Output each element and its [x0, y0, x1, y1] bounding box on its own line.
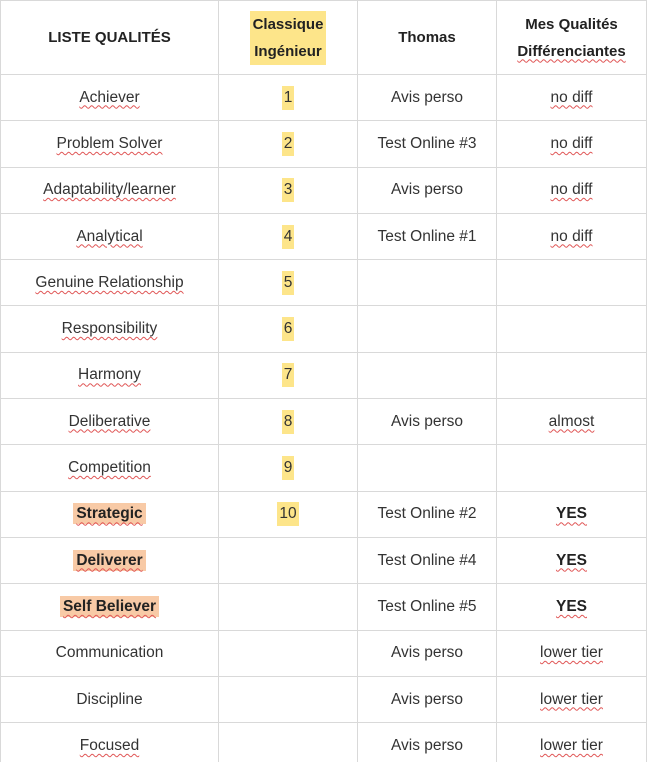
- quality-label: Self Believer: [60, 596, 159, 617]
- table-row: [1, 445, 647, 491]
- diff-value: no diff: [550, 181, 593, 199]
- thomas-cell: [358, 260, 497, 306]
- rank-value: 6: [282, 317, 295, 341]
- diff-cell: [497, 260, 647, 306]
- table-row: [1, 630, 647, 676]
- header-thomas: [358, 1, 497, 75]
- header-row: [1, 1, 647, 75]
- table-row: [1, 399, 647, 445]
- rank-cell: [219, 75, 358, 121]
- diff-cell: [497, 75, 647, 121]
- diff-cell: [497, 584, 647, 630]
- rank-value: 8: [282, 410, 295, 434]
- table-row: [1, 491, 647, 537]
- diff-cell: [497, 167, 647, 213]
- quality-label: Focused: [79, 736, 140, 754]
- rank-value: 1: [282, 86, 295, 110]
- diff-cell: [497, 121, 647, 167]
- thomas-cell: [358, 121, 497, 167]
- diff-cell: [497, 306, 647, 352]
- rank-cell: [219, 399, 358, 445]
- diff-cell: [497, 213, 647, 259]
- quality-label: Competition: [68, 459, 151, 477]
- rank-value: 7: [282, 363, 295, 387]
- diff-value: no diff: [550, 88, 593, 106]
- table-row: [1, 121, 647, 167]
- thomas-value: Avis perso: [390, 88, 464, 106]
- thomas-cell: [358, 537, 497, 583]
- quality-label: Deliverer: [73, 550, 145, 571]
- rank-cell: [219, 537, 358, 583]
- table-row: [1, 723, 647, 762]
- thomas-cell: [358, 491, 497, 537]
- rank-value: 2: [282, 132, 295, 156]
- rank-cell: [219, 491, 358, 537]
- diff-cell: [497, 445, 647, 491]
- quality-cell: [1, 445, 219, 491]
- rank-value: 9: [282, 456, 295, 480]
- thomas-value: Avis perso: [390, 736, 464, 754]
- quality-cell: [1, 399, 219, 445]
- quality-cell: [1, 537, 219, 583]
- thomas-cell: [358, 213, 497, 259]
- thomas-cell: [358, 676, 497, 722]
- quality-label: Discipline: [76, 690, 143, 708]
- quality-label: Adaptability/learner: [43, 181, 176, 199]
- quality-cell: [1, 352, 219, 398]
- header-classique-line1: Classique: [252, 15, 324, 33]
- quality-cell: [1, 723, 219, 762]
- quality-label: Deliberative: [68, 412, 151, 430]
- diff-value: lower tier: [540, 690, 603, 708]
- rank-value: 4: [282, 225, 295, 249]
- thomas-cell: [358, 584, 497, 630]
- table-row: [1, 167, 647, 213]
- thomas-value: Test Online #2: [377, 505, 477, 523]
- quality-cell: [1, 491, 219, 537]
- header-mes-qualites-line2: Différenciantes: [517, 42, 626, 60]
- thomas-value: Avis perso: [390, 181, 464, 199]
- thomas-cell: [358, 75, 497, 121]
- diff-value: YES: [555, 551, 587, 569]
- quality-cell: [1, 75, 219, 121]
- rank-cell: [219, 352, 358, 398]
- table-row: [1, 213, 647, 259]
- header-thomas-text: Thomas: [398, 29, 456, 46]
- thomas-value: Avis perso: [390, 690, 464, 708]
- rank-cell: [219, 584, 358, 630]
- table-row: [1, 676, 647, 722]
- diff-cell: [497, 537, 647, 583]
- header-liste-qualites: [1, 1, 219, 75]
- diff-value: lower tier: [540, 736, 603, 754]
- diff-value: YES: [555, 597, 587, 615]
- thomas-cell: [358, 352, 497, 398]
- quality-cell: [1, 260, 219, 306]
- rank-cell: [219, 306, 358, 352]
- quality-cell: [1, 167, 219, 213]
- quality-label: Achiever: [79, 88, 140, 106]
- rank-value: 3: [282, 178, 295, 202]
- diff-value: no diff: [550, 227, 593, 245]
- rank-value: 5: [282, 271, 295, 295]
- table-body: [1, 75, 647, 762]
- quality-label: Problem Solver: [56, 134, 163, 152]
- thomas-cell: [358, 630, 497, 676]
- quality-cell: [1, 121, 219, 167]
- rank-value: 10: [277, 502, 298, 526]
- header-classique-highlight: [250, 11, 327, 65]
- diff-cell: [497, 399, 647, 445]
- thomas-value: Test Online #3: [377, 134, 477, 152]
- diff-cell: [497, 352, 647, 398]
- diff-cell: [497, 723, 647, 762]
- thomas-cell: [358, 723, 497, 762]
- quality-label: Responsibility: [61, 320, 158, 338]
- thomas-value: Test Online #5: [377, 597, 477, 615]
- rank-cell: [219, 630, 358, 676]
- table-row: [1, 75, 647, 121]
- thomas-value: Test Online #1: [377, 227, 477, 245]
- header-classique-line2: Ingénieur: [254, 42, 322, 60]
- thomas-cell: [358, 399, 497, 445]
- diff-cell: [497, 491, 647, 537]
- diff-value: YES: [555, 505, 587, 523]
- quality-cell: [1, 584, 219, 630]
- header-classique-ingenieur: [219, 1, 358, 75]
- quality-cell: [1, 213, 219, 259]
- quality-label: Communication: [55, 644, 164, 662]
- table-row: [1, 306, 647, 352]
- quality-cell: [1, 630, 219, 676]
- rank-cell: [219, 723, 358, 762]
- diff-value: no diff: [550, 134, 593, 152]
- diff-value: almost: [548, 412, 595, 430]
- quality-label: Genuine Relationship: [35, 273, 184, 291]
- diff-cell: [497, 676, 647, 722]
- header-mes-qualites: [497, 1, 647, 75]
- quality-label: Harmony: [78, 366, 141, 384]
- rank-cell: [219, 260, 358, 306]
- quality-label: Analytical: [76, 227, 143, 245]
- table-row: [1, 352, 647, 398]
- diff-cell: [497, 630, 647, 676]
- quality-cell: [1, 676, 219, 722]
- rank-cell: [219, 213, 358, 259]
- table-row: [1, 260, 647, 306]
- table-row: [1, 537, 647, 583]
- header-mes-qualites-line1: Mes Qualités: [525, 15, 618, 33]
- thomas-cell: [358, 306, 497, 352]
- rank-cell: [219, 676, 358, 722]
- rank-cell: [219, 445, 358, 491]
- table-row: [1, 584, 647, 630]
- rank-cell: [219, 121, 358, 167]
- thomas-cell: [358, 445, 497, 491]
- thomas-value: Test Online #4: [377, 551, 477, 569]
- thomas-value: Avis perso: [390, 412, 464, 430]
- thomas-value: Avis perso: [390, 644, 464, 662]
- header-liste-qualites-text: LISTE QUALITÉS: [48, 29, 171, 46]
- diff-value: lower tier: [540, 644, 603, 662]
- thomas-cell: [358, 167, 497, 213]
- quality-label: Strategic: [73, 503, 145, 524]
- rank-cell: [219, 167, 358, 213]
- quality-cell: [1, 306, 219, 352]
